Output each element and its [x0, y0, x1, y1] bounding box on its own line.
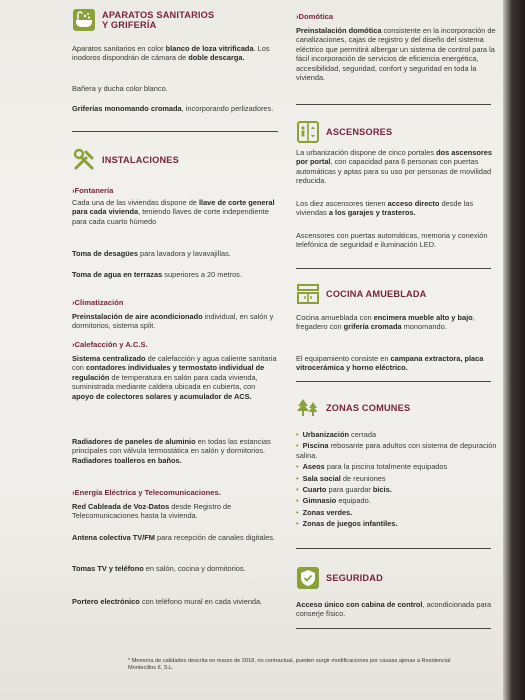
- list-item: • Piscina rebosante para adultos con sistema de depuración salina.: [296, 441, 498, 460]
- energia-paragraph-1: Red Cableada de Voz-Datos desde Registro de Telecomunicaciones hasta la vivienda.: [72, 502, 232, 521]
- kitchen-icon: [296, 282, 320, 306]
- elevator-icon: [296, 120, 320, 144]
- climatizacion-paragraph: Preinstalación de aire acondicionado individual, en salón y dormitorios, sistema split.: [72, 312, 274, 331]
- divider: [296, 268, 491, 269]
- list-item: • Cuarto para guardar bicis.: [296, 485, 498, 494]
- subsection-domotica: › Domótica: [296, 12, 333, 22]
- section-instalaciones-header: [72, 148, 179, 172]
- section-title: SEGURIDAD: [326, 573, 383, 583]
- section-title: INSTALACIONES: [102, 155, 179, 165]
- cocina-paragraph-2: El equipamiento consiste en campana extractora, placa vitrocerámica y horno eléctrico.: [296, 354, 484, 373]
- shield-icon: [296, 566, 320, 590]
- fontaneria-paragraph-2: Toma de desagües para lavadora y lavavajillas.: [72, 249, 231, 258]
- list-item: • Urbanización cerrada: [296, 430, 498, 439]
- subsection-calefaccion: › Calefacción y A.C.S.: [72, 340, 148, 350]
- subsection-climatizacion: › Climatización: [72, 298, 123, 308]
- domotica-paragraph: Preinstalación domótica consistente en la incorporación de canalizaciones, cajas de registro y del diseño del sistema eléctrico que permitirá albergar un sistema de control para la fácil incorporación de servicios de eficiencia energética, accesibilidad, seguridad, confort y seguridad en toda la vivienda.: [296, 26, 496, 83]
- sanitarios-paragraph-1: Aparatos sanitarios en color blanco de loza vitrificada. Los inodoros dispondrán de cámara de doble descarga.: [72, 44, 270, 63]
- divider: [296, 628, 491, 629]
- calefaccion-paragraph-2: Radiadores de paneles de aluminio en todas las estancias principales con válvula termostática en salón y dormitorios. Radiadores toalleros en baños.: [72, 437, 271, 465]
- list-item: • Sala social de reuniones: [296, 474, 498, 483]
- divider: [296, 104, 491, 105]
- subsection-energia: › Energía Eléctrica y Telecomunicaciones.: [72, 488, 221, 498]
- list-item: • Gimnasio equipado.: [296, 496, 498, 505]
- fontaneria-paragraph-1: Cada una de las viviendas dispone de llave de corte general para cada vivienda, teniendo llaves de corte independiente para cada cuarto húmedo: [72, 198, 275, 226]
- subsection-fontaneria: › Fontanería: [72, 186, 113, 196]
- sanitarios-paragraph-2: Bañera y ducha color blanco.: [72, 84, 168, 93]
- section-title: APARATOS SANITARIOS Y GRIFERÍA: [102, 10, 215, 30]
- ascensores-paragraph-2: Los diez ascensores tienen acceso directo desde las viviendas a los garajes y trasteros.: [296, 199, 474, 218]
- seguridad-paragraph: Acceso único con cabina de control, acondicionada para conserje físico.: [296, 600, 492, 619]
- ascensores-paragraph-1: La urbanización dispone de cinco portales dos ascensores por portal, con capacidad para 6 personas con puertas automáticas y aptas para su uso por personas de movilidad reducida.: [296, 148, 492, 186]
- divider: [296, 548, 491, 549]
- list-item: • Aseos para la piscina totalmente equipados: [296, 462, 498, 471]
- energia-paragraph-4: Portero electrónico con teléfono mural en cada vivienda.: [72, 597, 263, 606]
- sanitarios-paragraph-3: Griferías monomando cromada, incorporando perlizadores.: [72, 104, 274, 113]
- energia-paragraph-2: Antena colectiva TV/FM para recepción de canales digitales.: [72, 533, 275, 542]
- trees-icon: [296, 396, 320, 420]
- section-title: ZONAS COMUNES: [326, 403, 411, 413]
- section-title: COCINA AMUEBLADA: [326, 289, 427, 299]
- section-zonas-header: [296, 396, 410, 420]
- section-title: ASCENSORES: [326, 127, 393, 137]
- page-edge-shadow: [503, 0, 525, 700]
- section-ascensores-header: [296, 120, 392, 144]
- list-item: • Zonas de juegos infantiles.: [296, 519, 498, 528]
- section-cocina-header: [296, 282, 427, 306]
- ascensores-paragraph-3: Ascensores con puertas automáticas, memoria y conexión telefónica de seguridad e iluminación LED.: [296, 231, 488, 250]
- divider: [296, 381, 491, 382]
- bathtub-icon: [72, 8, 96, 32]
- section-seguridad-header: [296, 566, 383, 590]
- divider: [72, 131, 278, 132]
- fontaneria-paragraph-3: Toma de agua en terrazas superiores a 20 metros.: [72, 270, 242, 279]
- cocina-paragraph-1: Cocina amueblada con encimera mueble alto y bajo, fregadero con grifería cromada monomando.: [296, 313, 475, 332]
- energia-paragraph-3: Tomas TV y teléfono en salón, cocina y dormitorios.: [72, 564, 246, 573]
- section-sanitarios-header: [72, 8, 222, 32]
- zonas-list: [296, 430, 498, 529]
- footnote: * Memoria de calidades descrita en marzo de 2018, no contractual, pueden surgir modificaciones por causas ajenas a Residencial Montecillos II, S.L.: [128, 658, 451, 672]
- calefaccion-paragraph-1: Sistema centralizado de calefacción y agua caliente sanitaria con contadores individuales y termostato individual de regulación de temperatura en salón para cada vivienda, suministrada mediante caldera ubicada en cubierta, con apoyo de colectores solares y acumulador de ACS.: [72, 354, 277, 401]
- tools-icon: [72, 148, 96, 172]
- list-item: • Zonas verdes.: [296, 508, 498, 517]
